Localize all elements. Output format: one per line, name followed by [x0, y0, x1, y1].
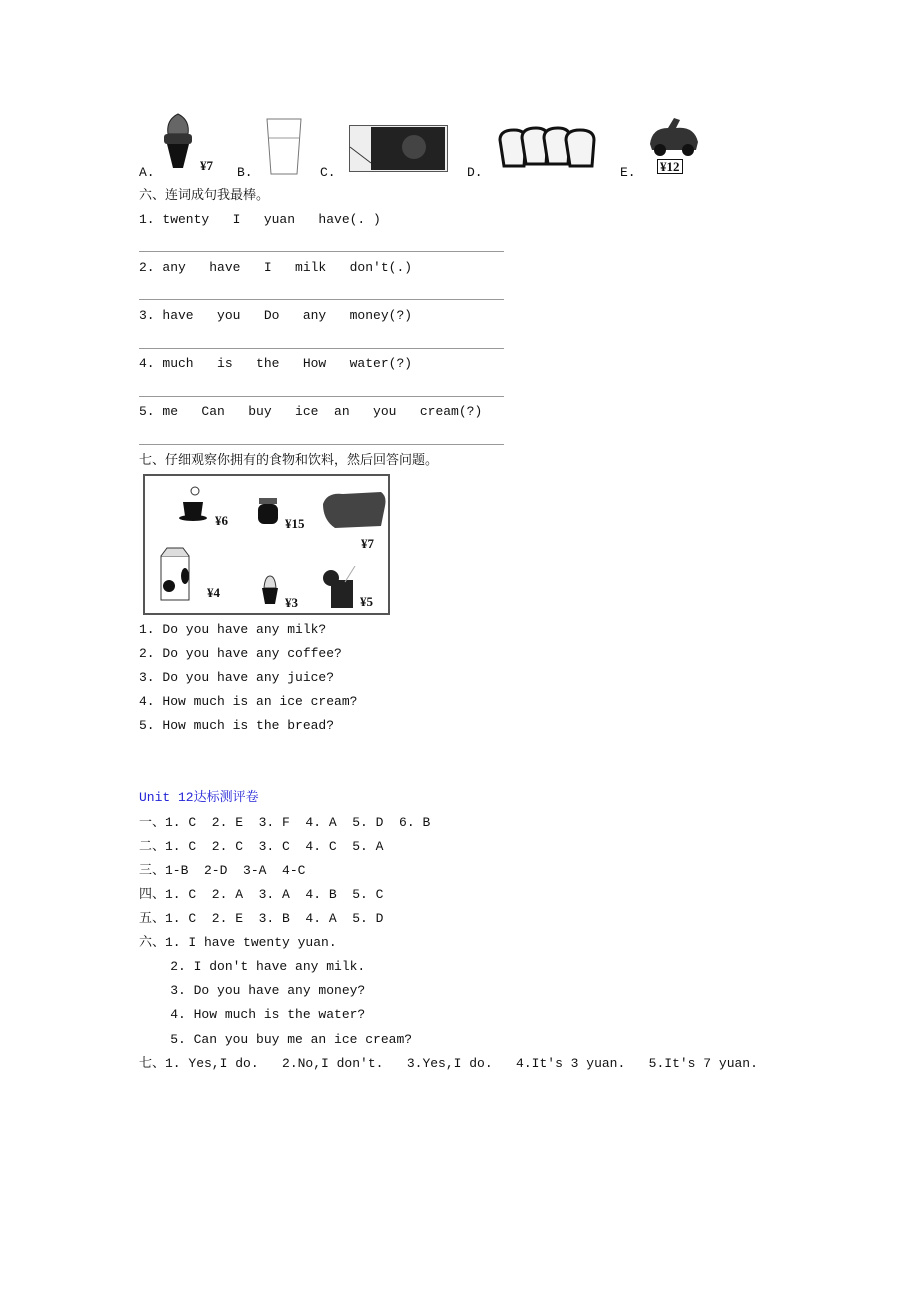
juice-price: ¥5 [360, 594, 373, 609]
answer-line: 一、1. C 2. E 3. F 4. A 5. D 6. B [139, 815, 431, 830]
section6-title: 六、连词成句我最棒。 [139, 188, 270, 203]
sentence-item: 5. me Can buy ice an you cream(?) [139, 404, 483, 419]
answer-key-title: Unit 12达标测评卷 [139, 790, 259, 805]
banknote-icon [349, 125, 448, 173]
juice-glass-icon [321, 566, 361, 610]
ice-cream-price: ¥3 [285, 595, 298, 610]
question-item: 4. How much is an ice cream? [139, 694, 358, 709]
option-d-label: D. [467, 165, 483, 180]
question-item: 1. Do you have any milk? [139, 622, 327, 637]
ice-cream-icon [259, 574, 281, 606]
answer-line: 3. Do you have any money? [139, 983, 366, 998]
ice-cream-icon [158, 112, 198, 172]
answer-line[interactable] [139, 444, 504, 445]
jam-price: ¥15 [285, 516, 305, 531]
bread-slices-icon [496, 126, 600, 172]
answer-line: 2. I don't have any milk. [139, 959, 366, 974]
answer-line: 四、1. C 2. A 3. A 4. B 5. C [139, 887, 384, 902]
option-e-label: E. [620, 165, 636, 180]
milk-carton-icon [159, 546, 191, 602]
food-price-picture [143, 474, 390, 615]
question-item: 2. Do you have any coffee? [139, 646, 342, 661]
bread-loaf-icon [321, 490, 387, 530]
sentence-item: 4. much is the How water(?) [139, 356, 413, 371]
answer-line: 五、1. C 2. E 3. B 4. A 5. D [139, 911, 384, 926]
coffee-cup-icon [177, 486, 211, 522]
toy-car-icon [646, 114, 702, 158]
sentence-item: 2. any have I milk don't(.) [139, 260, 413, 275]
section7-title: 七、仔细观察你拥有的食物和饮料，然后回答问题。 [139, 453, 439, 468]
answer-line: 5. Can you buy me an ice cream? [139, 1032, 413, 1047]
option-a-label: A. [139, 165, 155, 180]
option-a-price: ¥7 [200, 158, 213, 173]
answer-line[interactable] [139, 299, 504, 300]
answer-line: 二、1. C 2. C 3. C 4. C 5. A [139, 839, 384, 854]
answer-line: 三、1-B 2-D 3-A 4-C [139, 863, 306, 878]
sentence-item: 1. twenty I yuan have(. ) [139, 212, 381, 227]
answer-line: 六、1. I have twenty yuan. [139, 935, 337, 950]
milk-price: ¥4 [207, 585, 220, 600]
answer-line: 七、1. Yes,I do. 2.No,I don't. 3.Yes,I do. 4.It's 3 yuan. 5.It's 7 yuan. [139, 1056, 758, 1071]
sentence-item: 3. have you Do any money(?) [139, 308, 413, 323]
option-e-price: ¥12 [657, 159, 683, 174]
option-b-label: B. [237, 165, 253, 180]
option-c-label: C. [320, 165, 336, 180]
jam-jar-icon [257, 496, 279, 526]
answer-line[interactable] [139, 348, 504, 349]
bread-price: ¥7 [361, 536, 374, 551]
answer-line[interactable] [139, 396, 504, 397]
answer-line: 4. How much is the water? [139, 1007, 366, 1022]
glass-of-water-icon [264, 116, 304, 178]
answer-line[interactable] [139, 251, 504, 252]
coffee-price: ¥6 [215, 513, 228, 528]
question-item: 3. Do you have any juice? [139, 670, 335, 685]
question-item: 5. How much is the bread? [139, 718, 335, 733]
